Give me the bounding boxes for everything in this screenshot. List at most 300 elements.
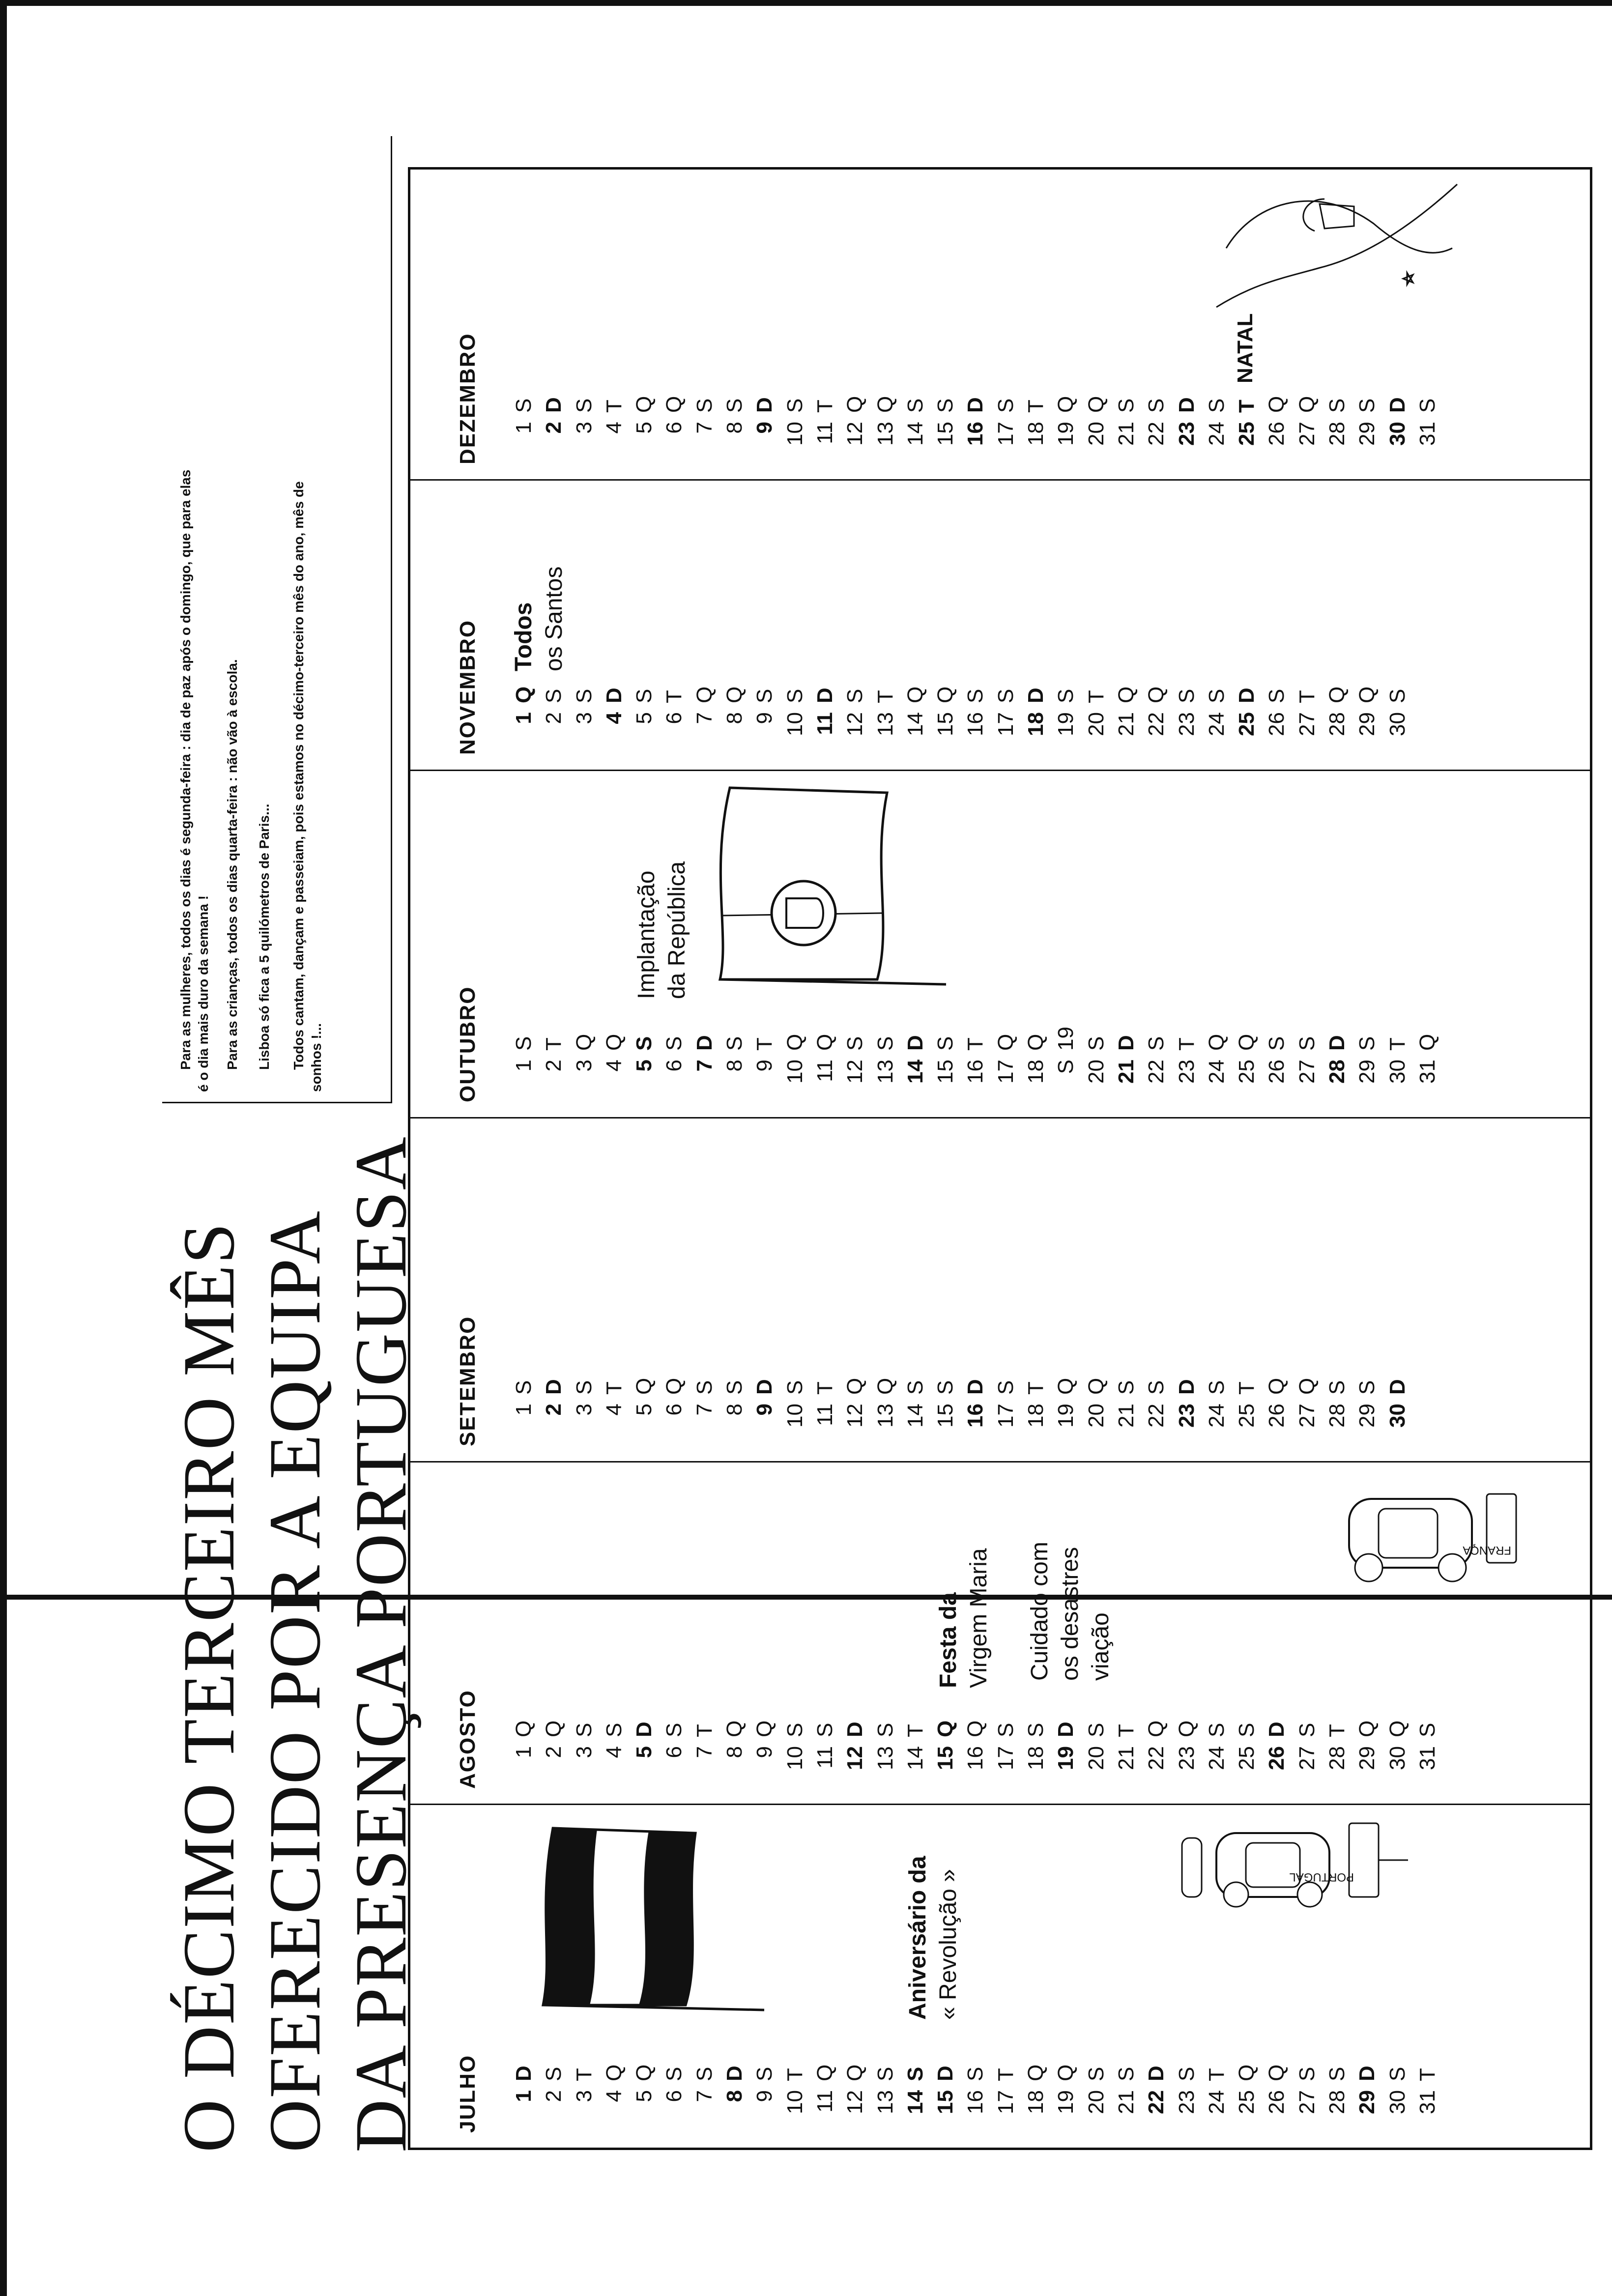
weekday-letter: D [1325,1035,1350,1051]
day-number: 28 [1325,712,1350,736]
day-number: 30 [1385,422,1410,446]
day-row [1382,1718,1412,1777]
day-number: 7 [692,712,717,724]
star-icon [1403,273,1413,285]
weekday-letter: Q [933,686,958,703]
month-column-setembro [410,1117,1590,1463]
day-number: 14 [903,2090,927,2114]
month-title: AGOSTO [456,1690,480,1789]
day-row [599,1718,629,1777]
weekday-letter: T [903,1724,927,1737]
day-row [1021,1031,1051,1090]
day-number: 22 [1144,712,1169,736]
weekday-letter: Q [1355,1720,1380,1737]
note-children: Para as crianças, todos os dias quarta-feira : não vão à escola. [225,659,240,1070]
weekday-letter: S [873,1722,897,1737]
day-row [1322,684,1352,743]
weekday-letter: S [782,1722,807,1737]
weekday-letter: S [662,1722,687,1737]
weekday-letter: D [1355,2066,1380,2081]
day-number: 28 [1325,1404,1350,1428]
day-number: 6 [662,2090,687,2102]
weekday-letter: Q [542,1720,566,1737]
day-row [1172,1375,1202,1434]
day-number: 6 [662,1746,687,1758]
day-row [1352,1031,1382,1090]
day-row [840,2062,870,2121]
day-row [1111,2062,1141,2121]
day-row [870,2062,900,2121]
weekday-letter: D [542,1379,566,1395]
month-title: DEZEMBRO [456,333,480,464]
weekday-letter: T [752,1037,777,1051]
weekday-letter: Q [1415,1033,1439,1051]
day-number: 18 [1024,1746,1048,1770]
weekday-letter: D [963,1379,988,1395]
day-row [870,684,900,743]
weekday-letter: T [782,2068,807,2081]
day-number: 28 [1325,1060,1350,1084]
day-row [539,1375,569,1434]
day-list [509,1718,1442,1777]
day-row [659,1031,689,1090]
day-row [1081,393,1111,452]
weekday-letter: S [933,1036,958,1051]
day-number: 11 [812,1746,837,1769]
day-number: 23 [1174,2090,1199,2114]
day-row [1172,1718,1202,1777]
day-number: 23 [1174,1746,1199,1770]
day-number: 31 [1415,2090,1439,2114]
day-number: 29 [1355,2090,1380,2114]
weekday-letter: S [903,2066,927,2081]
day-number: 12 [843,2090,867,2114]
day-number: 14 [903,1746,927,1770]
day-row [810,1375,840,1434]
weekday-letter: Q [843,1378,867,1395]
day-number: 26 [1265,1404,1289,1428]
day-row [629,1031,659,1090]
day-number: 24 [1204,2090,1229,2114]
weekday-letter: Q [1024,1033,1048,1051]
calendar-sheet [162,123,1612,2157]
weekday-letter: S [843,689,867,703]
day-row [1051,2062,1081,2121]
day-number: 31 [1415,1060,1439,1084]
day-row [840,1718,870,1777]
weekday-letter: D [1385,397,1410,413]
day-row [1051,1027,1081,1090]
day-row [960,684,990,743]
day-row [749,684,779,743]
day-number: 13 [873,1060,897,1084]
month-column-outubro [410,770,1590,1119]
day-number: 21 [1114,1060,1138,1084]
day-number: 30 [1385,1746,1410,1770]
day-row [930,684,960,743]
day-number: 11 [812,1404,837,1426]
event-republica-1: Implantação [633,870,660,999]
day-number: 13 [873,712,897,736]
day-row [539,2062,569,2121]
day-number: 3 [572,2090,596,2102]
weekday-letter: D [843,1722,867,1737]
weekday-letter: Q [722,686,747,703]
weekday-letter: Q [933,1720,958,1737]
weekday-letter: Q [1114,686,1138,703]
weekday-letter: S [873,2066,897,2081]
weekday-letter: S [782,1380,807,1395]
day-number: 30 [1385,712,1410,736]
weekday-letter: S [1114,398,1138,413]
day-number: 10 [782,712,807,736]
weekday-letter: D [1114,1035,1138,1051]
day-number: 12 [843,1404,867,1428]
day-row [1382,2062,1412,2121]
day-number: 4 [602,1060,626,1072]
month-column-julho [410,1805,1590,2148]
day-row [720,684,749,743]
note-women-2: é o dia mais duro da semana ! [196,895,211,1092]
day-row [599,2062,629,2121]
day-number: 20 [1084,422,1108,446]
weekday-letter: D [722,2066,747,2081]
day-number: 24 [1204,1060,1229,1084]
weekday-letter: 19 [1054,1027,1078,1051]
weekday-letter: Q [1295,396,1319,413]
event-natal: NATAL [1233,313,1257,383]
day-row [569,1031,599,1090]
weekday-letter: Q [963,1720,988,1737]
day-row [840,1375,870,1434]
day-row [810,2062,840,2121]
weekday-letter: S [1295,1722,1319,1737]
day-row [780,1375,810,1434]
weekday-letter: S [1295,1036,1319,1051]
day-number: 2 [542,1060,566,1072]
day-number: 6 [662,712,687,724]
day-number: 2 [542,712,566,724]
day-row [690,684,720,743]
day-row [780,393,810,452]
day-number: 23 [1174,422,1199,446]
weekday-letter: T [1235,1381,1259,1395]
weekday-letter: Q [1204,1033,1229,1051]
day-row [991,393,1021,452]
weekday-letter: Q [1325,686,1350,703]
weekday-letter: S [1385,689,1410,703]
weekday-letter: T [692,1724,717,1737]
day-number: 3 [572,422,596,434]
day-number: 13 [873,2090,897,2114]
weekday-letter: S [692,2066,717,2081]
weekday-letter: T [1295,690,1319,703]
day-row [749,1031,779,1090]
weekday-letter: Q [752,1720,777,1737]
day-row [629,684,659,743]
weekday-letter: S [1054,689,1078,703]
day-row [720,393,749,452]
day-number: 2 [542,1404,566,1416]
day-number: 5 [632,1404,657,1416]
day-row [1262,1718,1292,1777]
day-row [900,2062,930,2121]
day-number: 18 [1024,1404,1048,1428]
weekday-letter: D [1174,1379,1199,1395]
day-number: 15 [933,712,958,736]
event-santos-2: os Santos [541,566,567,671]
weekday-letter: D [1235,688,1259,703]
weekday-letter: T [812,1381,837,1395]
day-number: 18 [1024,712,1048,736]
day-number: 7 [692,1404,717,1416]
weekday-letter: S [1204,398,1229,413]
day-row [1382,1031,1412,1090]
month-title: JULHO [456,2054,480,2133]
weekday-letter: Q [812,1033,837,1051]
weekday-letter: S [1415,398,1439,413]
weekday-letter: S [1355,398,1380,413]
day-number: 9 [752,422,777,434]
weekday-letter: D [1385,1379,1410,1395]
day-number: 17 [993,1404,1018,1428]
weekday-letter: Q [873,396,897,413]
day-number: 22 [1144,1060,1169,1084]
day-number: 23 [1174,1404,1199,1428]
weekday-letter: S [1144,1380,1169,1395]
day-number: 17 [993,1746,1018,1770]
weekday-letter: D [602,688,626,703]
weekday-letter: S [1084,1722,1108,1737]
weekday-letter: T [993,2068,1018,2081]
weekday-letter: S [933,1380,958,1395]
day-row [1412,393,1442,452]
weekday-letter: S [752,689,777,703]
day-number: 12 [843,712,867,736]
day-number: 17 [993,712,1018,736]
day-number: 26 [1265,1060,1289,1084]
weekday-letter: T [1415,2068,1439,2081]
day-row [991,2062,1021,2121]
weekday-letter: Q [782,1033,807,1051]
day-number: 10 [782,2090,807,2114]
day-number: 20 [1084,1746,1108,1770]
weekday-letter: Q [692,686,717,703]
day-row [720,1375,749,1434]
weekday-letter: Q [1235,2064,1259,2081]
day-row [569,1718,599,1777]
day-row [690,2062,720,2121]
day-row [1382,393,1412,452]
weekday-letter: D [692,1035,717,1051]
day-number: 26 [1265,712,1289,736]
day-row [1352,684,1382,743]
day-number: 11 [812,712,837,735]
weekday-letter: S [572,689,596,703]
page-border-left [0,0,7,2296]
day-number: 23 [1174,1060,1199,1084]
weekday-letter: T [1325,1724,1350,1737]
day-row [1202,2062,1232,2121]
weekday-letter: D [752,397,777,413]
day-row [629,1375,659,1434]
event-festa-1: Festa da [935,1592,961,1688]
weekday-letter: Q [662,396,687,413]
day-row [749,393,779,452]
day-row [960,1375,990,1434]
day-row [810,393,840,452]
day-row [1232,2062,1262,2121]
weekday-letter: T [1024,400,1048,413]
day-row [870,1031,900,1090]
day-number: 7 [692,1746,717,1758]
day-row [1202,1718,1232,1777]
weekday-letter: T [1385,1037,1410,1051]
weekday-letter: S [843,1036,867,1051]
day-row [780,1031,810,1090]
day-number: 29 [1355,1404,1380,1428]
day-row [1292,1718,1322,1777]
weekday-letter: S [542,689,566,703]
day-row [599,1031,629,1090]
day-number: 15 [933,422,958,446]
weekday-letter: Q [632,1378,657,1395]
day-row [1172,2062,1202,2121]
day-list [509,684,1412,743]
calendar-grid [408,167,1592,2150]
day-row [569,1375,599,1434]
day-number: 5 [632,2090,657,2102]
day-row [1141,1375,1171,1434]
weekday-letter: D [512,2066,536,2081]
day-row [1202,1031,1232,1090]
weekday-letter: Q [1084,396,1108,413]
day-number: 24 [1204,1746,1229,1770]
day-number: 31 [1415,422,1439,446]
weekday-letter: T [1204,2068,1229,2081]
day-number: 26 [1265,1746,1289,1770]
day-number: 2 [542,422,566,434]
day-row [1232,684,1262,743]
day-number: 12 [843,1060,867,1084]
day-row [1292,393,1322,452]
page-border-top [0,0,1612,6]
day-row [690,1031,720,1090]
day-row [1021,2062,1051,2121]
title-line-2: OFERECIDO POR A EQUIPA [254,1210,336,2152]
day-row [1141,1718,1171,1777]
weekday-letter: S [1265,689,1289,703]
weekday-letter: Q [1054,1378,1078,1395]
day-row [1412,2062,1442,2121]
weekday-letter: S [722,398,747,413]
day-row [1081,1718,1111,1777]
weekday-letter: D [1174,397,1199,413]
day-number: 15 [933,1060,958,1084]
day-row [1352,393,1382,452]
day-row [1111,1718,1141,1777]
day-number: 6 [662,422,687,434]
day-row [930,1718,960,1777]
day-row [1051,684,1081,743]
day-number: 8 [722,712,747,724]
day-row [870,393,900,452]
car-portugal-drawing [1172,1808,1447,1917]
day-number: 4 [602,1746,626,1758]
day-number: 4 [602,422,626,434]
day-number: 9 [752,1060,777,1072]
weekday-letter: Q [602,1033,626,1051]
note-all-2: sonhos !... [309,1023,324,1092]
weekday-letter: S [542,2066,566,2081]
weekday-letter: Q [572,1033,596,1051]
weekday-letter: Q [1265,2064,1289,2081]
weekday-letter: Q [1265,1378,1289,1395]
weekday-letter: D [1265,1722,1289,1737]
weekday-letter: S [963,2066,988,2081]
month-title: NOVEMBRO [456,619,480,755]
day-number: 11 [812,422,837,444]
weekday-letter: S [722,1380,747,1395]
weekday-letter: D [1144,2066,1169,2081]
weekday-letter: D [812,688,837,703]
day-number: 19 [1054,422,1078,446]
day-number: 10 [782,1746,807,1770]
day-number: 20 [1084,712,1108,736]
day-row [960,393,990,452]
weekday-letter: S [662,1036,687,1051]
day-row [1412,1718,1442,1777]
day-row [1111,1375,1141,1434]
month-title: OUTUBRO [456,986,480,1102]
weekday-letter: Q [843,396,867,413]
weekday-letter: T [662,690,687,703]
day-row [1141,2062,1171,2121]
weekday-letter: S [722,1036,747,1051]
day-row [749,2062,779,2121]
day-row [1081,2062,1111,2121]
event-republica-2: da República [664,861,690,999]
day-row [1111,1031,1141,1090]
day-row [1322,1375,1352,1434]
day-row [599,1375,629,1434]
day-row [539,393,569,452]
day-row [1232,1375,1262,1434]
day-row [1111,393,1141,452]
day-number: 8 [722,1746,747,1758]
weekday-letter: Q [1054,396,1078,413]
day-number: 21 [1114,1404,1138,1428]
day-row [930,2062,960,2121]
day-row [629,393,659,452]
day-row [509,1031,539,1090]
weekday-letter: Q [512,686,536,703]
day-row [1172,1031,1202,1090]
weekday-letter: D [1054,1722,1078,1737]
weekday-letter: T [812,400,837,413]
day-row [1292,1375,1322,1434]
day-row [1051,1718,1081,1777]
day-number: 25 [1235,712,1259,736]
day-number: 26 [1265,422,1289,446]
day-number: 13 [873,1404,897,1428]
weekday-letter: D [542,397,566,413]
weekday-letter: S [1385,2066,1410,2081]
day-row [780,684,810,743]
day-number: 3 [572,1746,596,1758]
weekday-letter: Q [1024,2064,1048,2081]
day-row [509,684,539,743]
